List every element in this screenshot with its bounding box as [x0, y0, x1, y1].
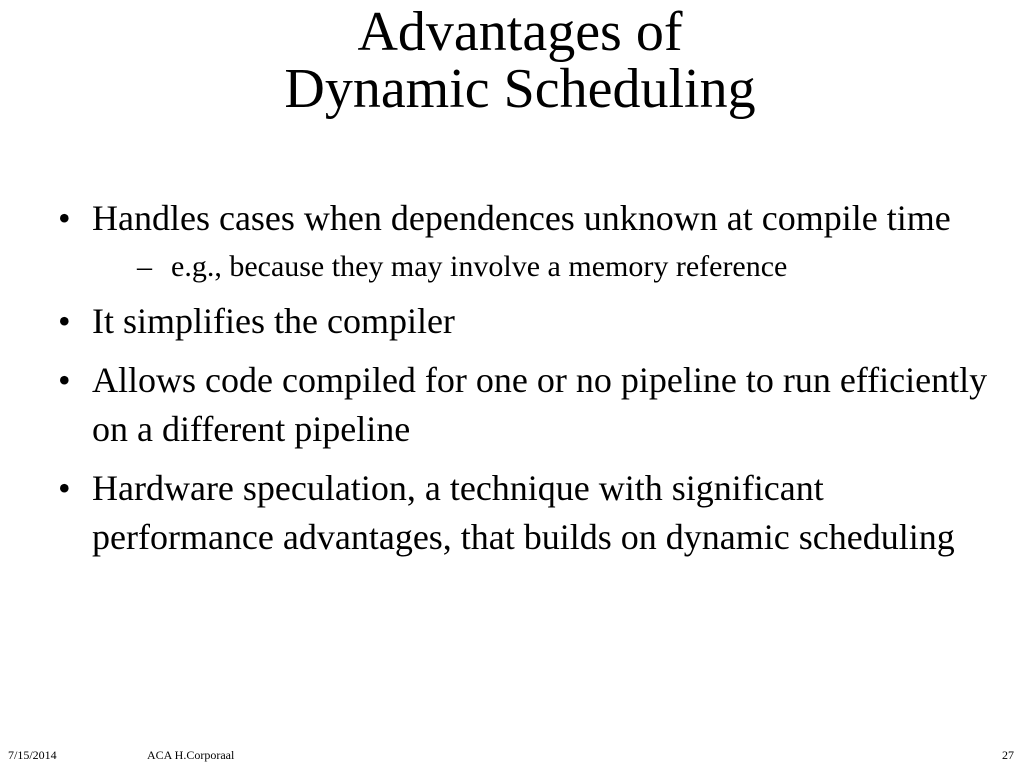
bullet-item: [58, 297, 998, 346]
bullet-item: [58, 194, 998, 287]
bullet-text: Allows code compiled for one or no pipeline to run efficiently on a different pipeline: [92, 360, 988, 449]
bullet-marker: •: [58, 301, 71, 341]
bullet-text: Handles cases when dependences unknown at compile time: [92, 198, 951, 238]
bullet-text: It simplifies the compiler: [92, 301, 455, 341]
sub-bullet-list: [92, 247, 998, 287]
bullet-marker: •: [58, 468, 71, 508]
title-line-2: Dynamic Scheduling: [284, 58, 756, 120]
slide-title: [0, 1, 1024, 120]
title-line-1: Advantages of: [357, 1, 683, 63]
bullet-marker: •: [58, 198, 71, 238]
bullet-marker: •: [58, 360, 71, 400]
footer-date: 7/15/2014: [8, 748, 57, 762]
bullet-list: [58, 194, 998, 572]
bullet-item: [58, 464, 998, 562]
dash-marker: –: [137, 250, 152, 283]
sub-bullet-item: [92, 247, 998, 287]
page-number: 27: [1002, 748, 1014, 762]
footer-author: ACA H.Corporaal: [147, 748, 235, 762]
bullet-text: Hardware speculation, a technique with significant performance advantages, that builds on dynamic scheduling: [92, 468, 955, 557]
bullet-item: [58, 356, 998, 454]
sub-bullet-text: e.g., because they may involve a memory reference: [171, 250, 788, 283]
